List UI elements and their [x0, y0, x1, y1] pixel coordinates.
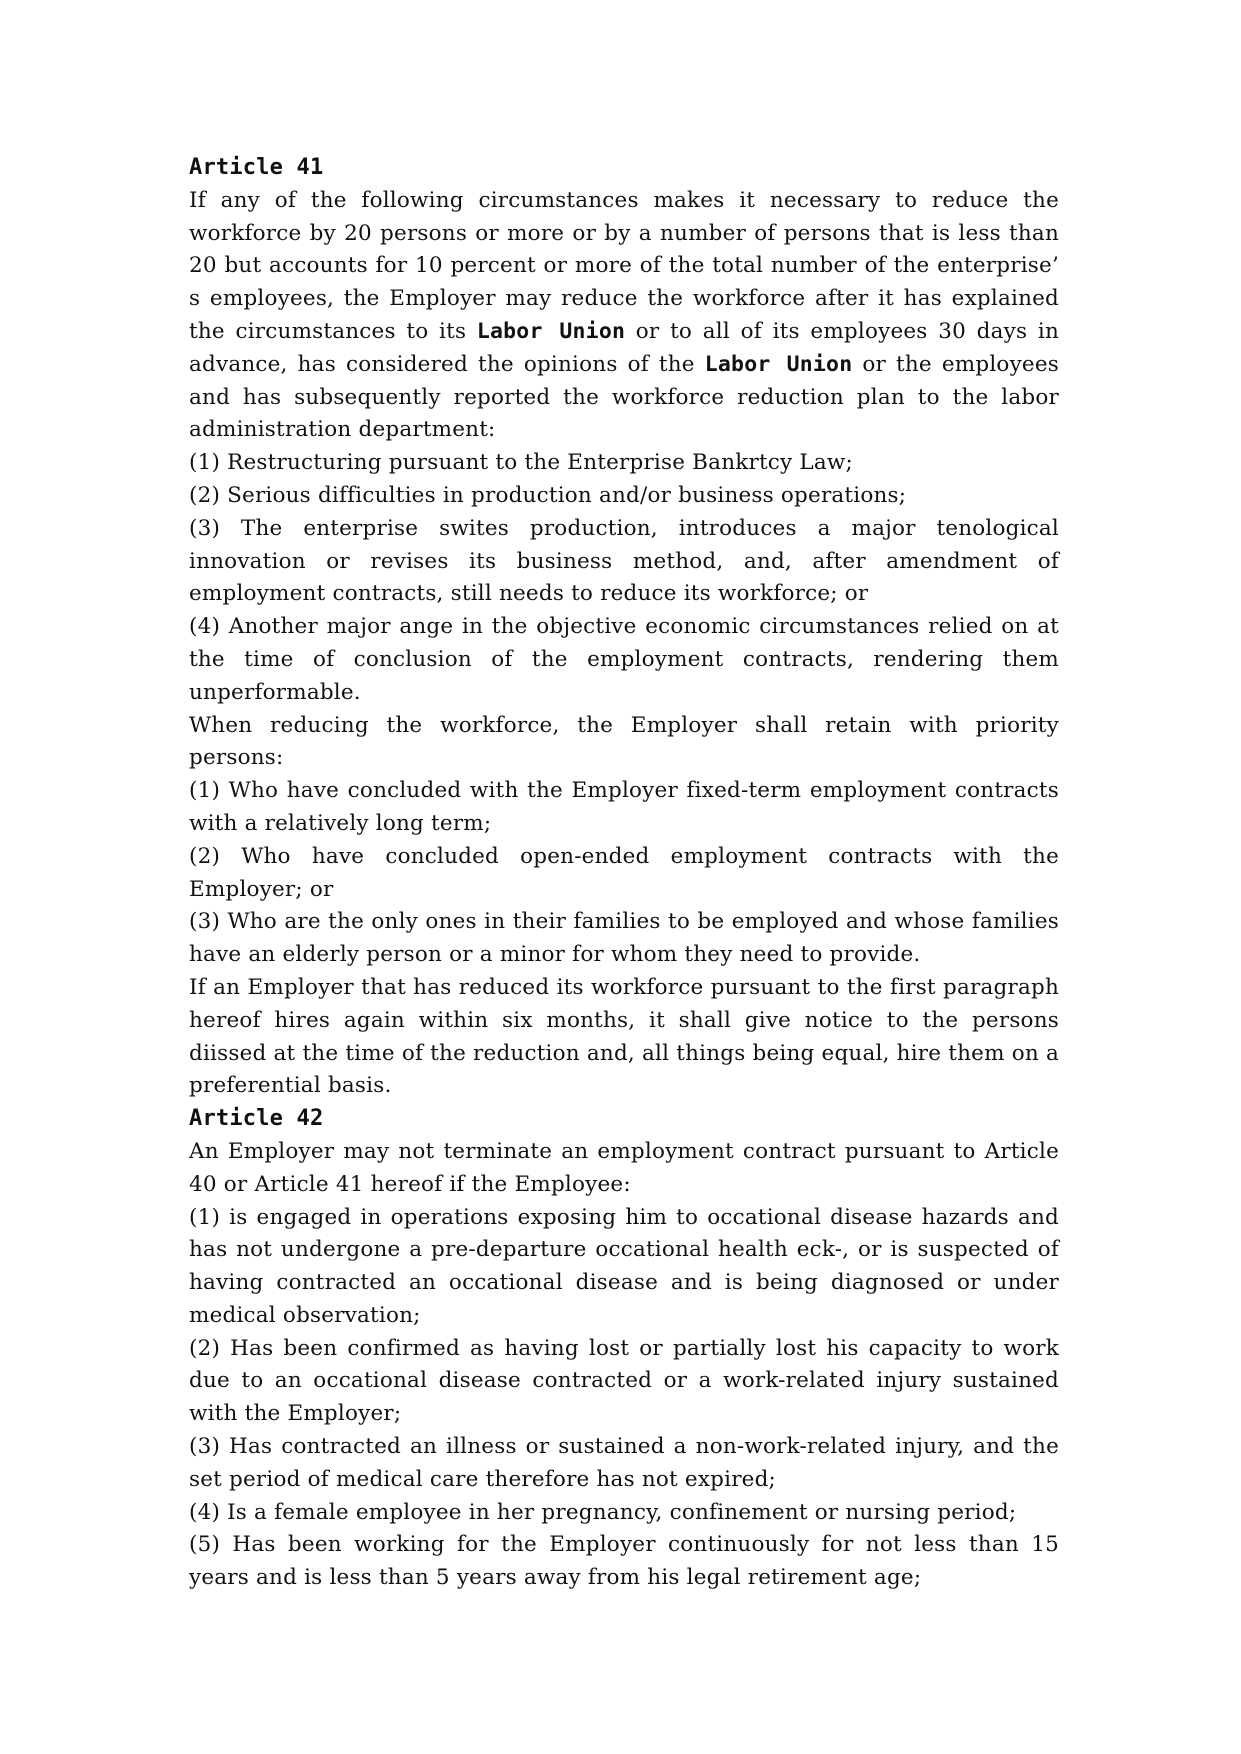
article-42-item: (4) Is a female employee in her pregnancy, confinement or nursing period;: [189, 1499, 1017, 1525]
article-41-intro-part3: or the employees and has subsequently reported the workforce reduction plan to the labor administration department:: [189, 351, 1060, 443]
article-41-item: (2) Serious difficulties in production and/or business operations;: [189, 482, 907, 508]
article-41-priority-item: (3) Who are the only ones in their families to be employed and whose families have an elderly person or a minor for whom they need to provide.: [189, 909, 1059, 968]
article-41-item: (1) Restructuring pursuant to the Enterprise Bankrtcy Law;: [189, 450, 853, 476]
labor-union-term: Labor Union: [476, 318, 626, 344]
article-41-item: (3) The enterprise swites production, introduces a major tenological innovation or revises its business method, and, after amendment of employment contracts, still needs to reduce its workforce; or: [189, 515, 1059, 607]
document-page: [189, 152, 1059, 1595]
article-42-item: (1) is engaged in operations exposing him to occational disease hazards and has not undergone a pre-departure occational health eck-, or is suspected of having contracted an occational disease and is being diagnosed or under medical observation;: [189, 1204, 1059, 1328]
article-41-heading: Article 41: [189, 155, 324, 180]
article-42-item: (3) Has contracted an illness or sustained a non-work-related injury, and the set period of medical care therefore has not expired;: [189, 1434, 1059, 1492]
article-41-intro-part1: If any of the following circumstances makes it necessary to reduce the workforce by 20 persons or more or by a number of persons that is less than 20 but accounts for 10 percent or more of the total number of the enterprise’ s employees, the Employer may reduce the workforce after it has explained the circumstances to its: [189, 187, 1059, 344]
article-41-intro-part2: or to all of its employees 30 days in advance, has considered the opinions of the: [189, 318, 1059, 377]
article-42-intro: An Employer may not terminate an employment contract pursuant to Article 40 or Article 41 hereof if the Employee:: [189, 1138, 1059, 1197]
article-41-item: (4) Another major ange in the objective economic circumstances relied on at the time of conclusion of the employment contracts, rendering them unperformable.: [189, 614, 1059, 705]
article-41-priority-item: (1) Who have concluded with the Employer fixed-term employment contracts with a relatively long term;: [189, 778, 1059, 836]
article-41-priority-item: (2) Who have concluded open-ended employment contracts with the Employer; or: [189, 843, 1059, 902]
article-41-priority-intro: When reducing the workforce, the Employer shall retain with priority persons:: [189, 712, 1059, 771]
article-42-heading: Article 42: [189, 1106, 324, 1132]
article-41-intro: [189, 185, 1059, 447]
article-41-rehire-paragraph: If an Employer that has reduced its workforce pursuant to the first paragraph hereof hires again within six months, it shall give notice to the persons diissed at the time of the reduction and, all things being equal, hire them on a preferential basis.: [189, 974, 1059, 1099]
labor-union-term: Labor Union: [704, 351, 853, 377]
article-42-item: (5) Has been working for the Employer continuously for not less than 15 years and is less than 5 years away from his legal retirement age;: [189, 1532, 1059, 1591]
article-42-item: (2) Has been confirmed as having lost or partially lost his capacity to work due to an occational disease contracted or a work-related injury sustained with the Employer;: [189, 1335, 1059, 1427]
